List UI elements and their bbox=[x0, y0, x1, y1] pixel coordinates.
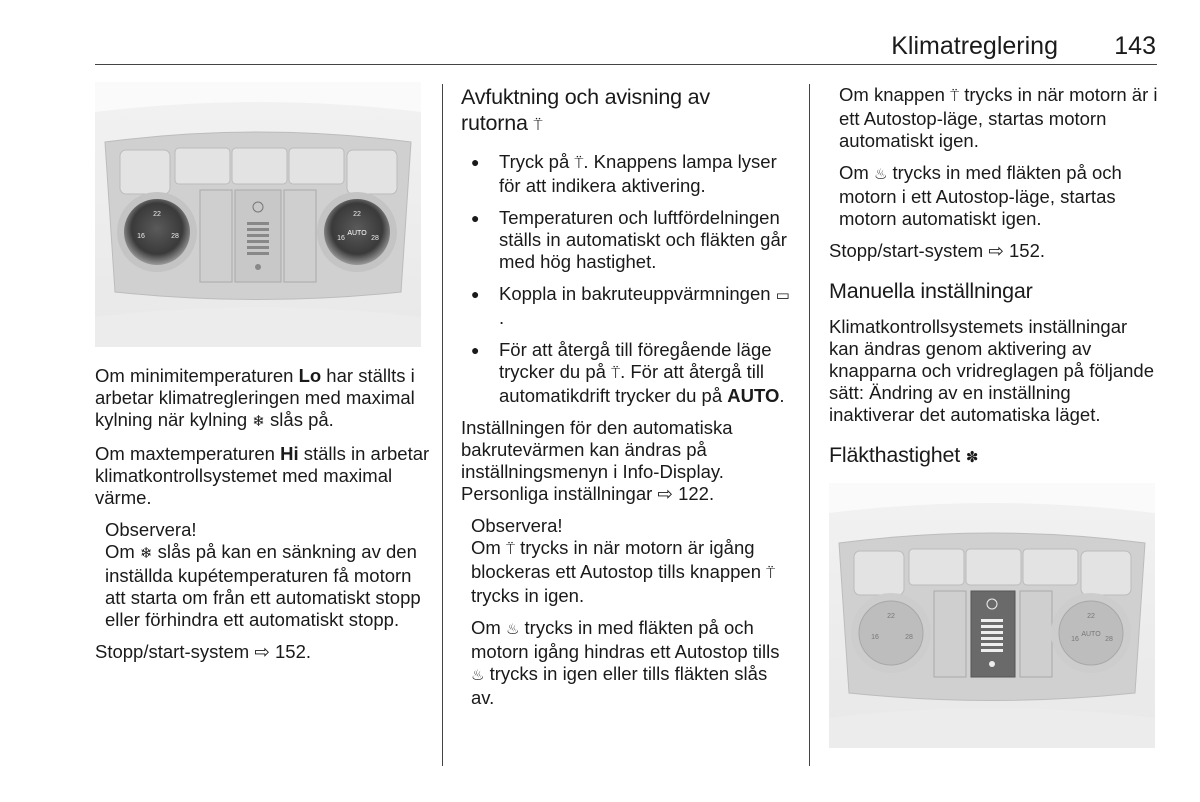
para-hi: Om maxtemperaturen Hi ställs in arbetar klimatkontrollsystemet med maximal värme. bbox=[95, 443, 430, 508]
svg-text:28: 28 bbox=[371, 235, 379, 242]
arrow-icon: ⇨ bbox=[657, 483, 673, 504]
crossref-link[interactable]: Stopp/start-system ⇨ 152. bbox=[829, 240, 1046, 261]
svg-text:22: 22 bbox=[153, 211, 161, 218]
note-box bbox=[95, 519, 430, 631]
list-item: ● Temperaturen och luftfördelningen ställs in automatiskt och fläkten går med hög hastighet. bbox=[461, 207, 791, 273]
note-heading: Observera! bbox=[471, 515, 563, 536]
section-heading-fan: Fläkthastighet ✽ bbox=[829, 442, 1159, 471]
column-2 bbox=[461, 84, 791, 719]
climate-panel-photo bbox=[95, 82, 421, 347]
column-divider-1 bbox=[442, 84, 443, 766]
manual-para: Klimatkontrollsystemets inställningar kan ändras genom aktivering av knapparna och vridreglagen på följande sätt: Ändring av en inställning inaktiverar det automatiska läget. bbox=[829, 316, 1155, 425]
autostop-para-1: Om knappen ⍡ trycks in när motorn är i ett Autostop-läge, startas motorn automatiskt igen. bbox=[839, 84, 1158, 151]
temp-knob-left bbox=[124, 199, 190, 265]
defrost-icon: ⍡ bbox=[533, 117, 543, 134]
svg-text:28: 28 bbox=[905, 634, 913, 641]
arrow-icon: ⇨ bbox=[254, 641, 270, 662]
list-item: ● För att återgå till föregående läge trycker du på ⍡. För att återgå till automatikdrift trycker du på AUTO. bbox=[461, 339, 791, 407]
fan-icon: ✽ bbox=[965, 449, 979, 466]
seat-heat-left-button bbox=[120, 150, 170, 194]
note-text: Om ❄ slås på kan en sänkning av den inställda kupétemperaturen få motorn att starta om från ett automatiskt stopp eller förhindra ett automatiskt stopp. bbox=[105, 541, 421, 630]
section-heading-manual: Manuella inställningar bbox=[829, 279, 1033, 303]
svg-text:22: 22 bbox=[1087, 613, 1095, 620]
column-3 bbox=[829, 84, 1159, 748]
svg-text:16: 16 bbox=[871, 634, 879, 641]
defrost-icon: ⍡ bbox=[950, 88, 960, 105]
list-item: ● Tryck på ⍡. Knappens lampa lyser för att indikera aktivering. bbox=[461, 151, 791, 197]
svg-text:16: 16 bbox=[1071, 636, 1079, 643]
settings-para: Inställningen för den automatiska bakrutevärmen kan ändras på inställningsmenyn i Info-Display. Personliga inställningar ⇨ 122. bbox=[461, 417, 733, 504]
crossref-link[interactable]: Stopp/start-system ⇨ 152. bbox=[95, 641, 312, 662]
dehumidify-icon: ♨ bbox=[471, 667, 485, 684]
dehumidify-icon: ♨ bbox=[505, 621, 520, 638]
svg-text:AUTO: AUTO bbox=[1081, 631, 1101, 638]
page-title: Klimatreglering bbox=[891, 32, 1058, 60]
svg-text:22: 22 bbox=[353, 211, 361, 218]
defrost-icon: ⍡ bbox=[611, 365, 621, 382]
defrost-icon: ⍡ bbox=[505, 541, 515, 558]
page-number: 143 bbox=[1114, 32, 1156, 60]
svg-text:16: 16 bbox=[337, 235, 345, 242]
para-lo: Om minimitemperaturen Lo har ställts i arbetar klimatregleringen med maximal kylning när kylning ❄ slås på. bbox=[95, 365, 430, 433]
note-heading: Observera! bbox=[105, 519, 197, 540]
snowflake-icon: ❄ bbox=[139, 545, 153, 562]
note-text: Om ⍡ trycks in när motorn är igång blockeras ett Autostop tills knappen ⍡ trycks in igen. bbox=[471, 537, 776, 606]
defrost-list bbox=[461, 151, 791, 407]
header-divider bbox=[95, 64, 1157, 65]
note-text: Om ♨ trycks in med fläkten på och motorn igång hindras ett Autostop tills ♨ trycks in igen eller tills fläkten slås av. bbox=[471, 617, 780, 708]
svg-text:28: 28 bbox=[1105, 636, 1113, 643]
list-item: ● Koppla in bakruteuppvärmningen ▭. bbox=[461, 283, 791, 329]
rear-window-heater-icon: ▭ bbox=[775, 287, 790, 304]
dehumidify-icon: ♨ bbox=[873, 166, 888, 183]
svg-text:22: 22 bbox=[887, 613, 895, 620]
note-box bbox=[461, 515, 791, 709]
svg-text:28: 28 bbox=[171, 233, 179, 240]
column-divider-2 bbox=[809, 84, 810, 766]
fan-panel-photo bbox=[829, 483, 1155, 748]
defrost-icon: ⍡ bbox=[766, 565, 776, 582]
column-1 bbox=[95, 82, 430, 673]
seat-heat-right-button bbox=[347, 150, 397, 194]
svg-text:16: 16 bbox=[137, 233, 145, 240]
section-heading-defrost: Avfuktning och avisning av rutorna ⍡ bbox=[461, 84, 791, 139]
snowflake-icon: ❄ bbox=[252, 413, 265, 430]
svg-text:AUTO: AUTO bbox=[347, 230, 367, 237]
defrost-icon: ⍡ bbox=[574, 155, 584, 172]
autostop-para-2: Om ♨ trycks in med fläkten på och motorn i ett Autostop-läge, startas motorn automatiskt igen. bbox=[839, 162, 1122, 229]
arrow-icon: ⇨ bbox=[988, 240, 1004, 261]
